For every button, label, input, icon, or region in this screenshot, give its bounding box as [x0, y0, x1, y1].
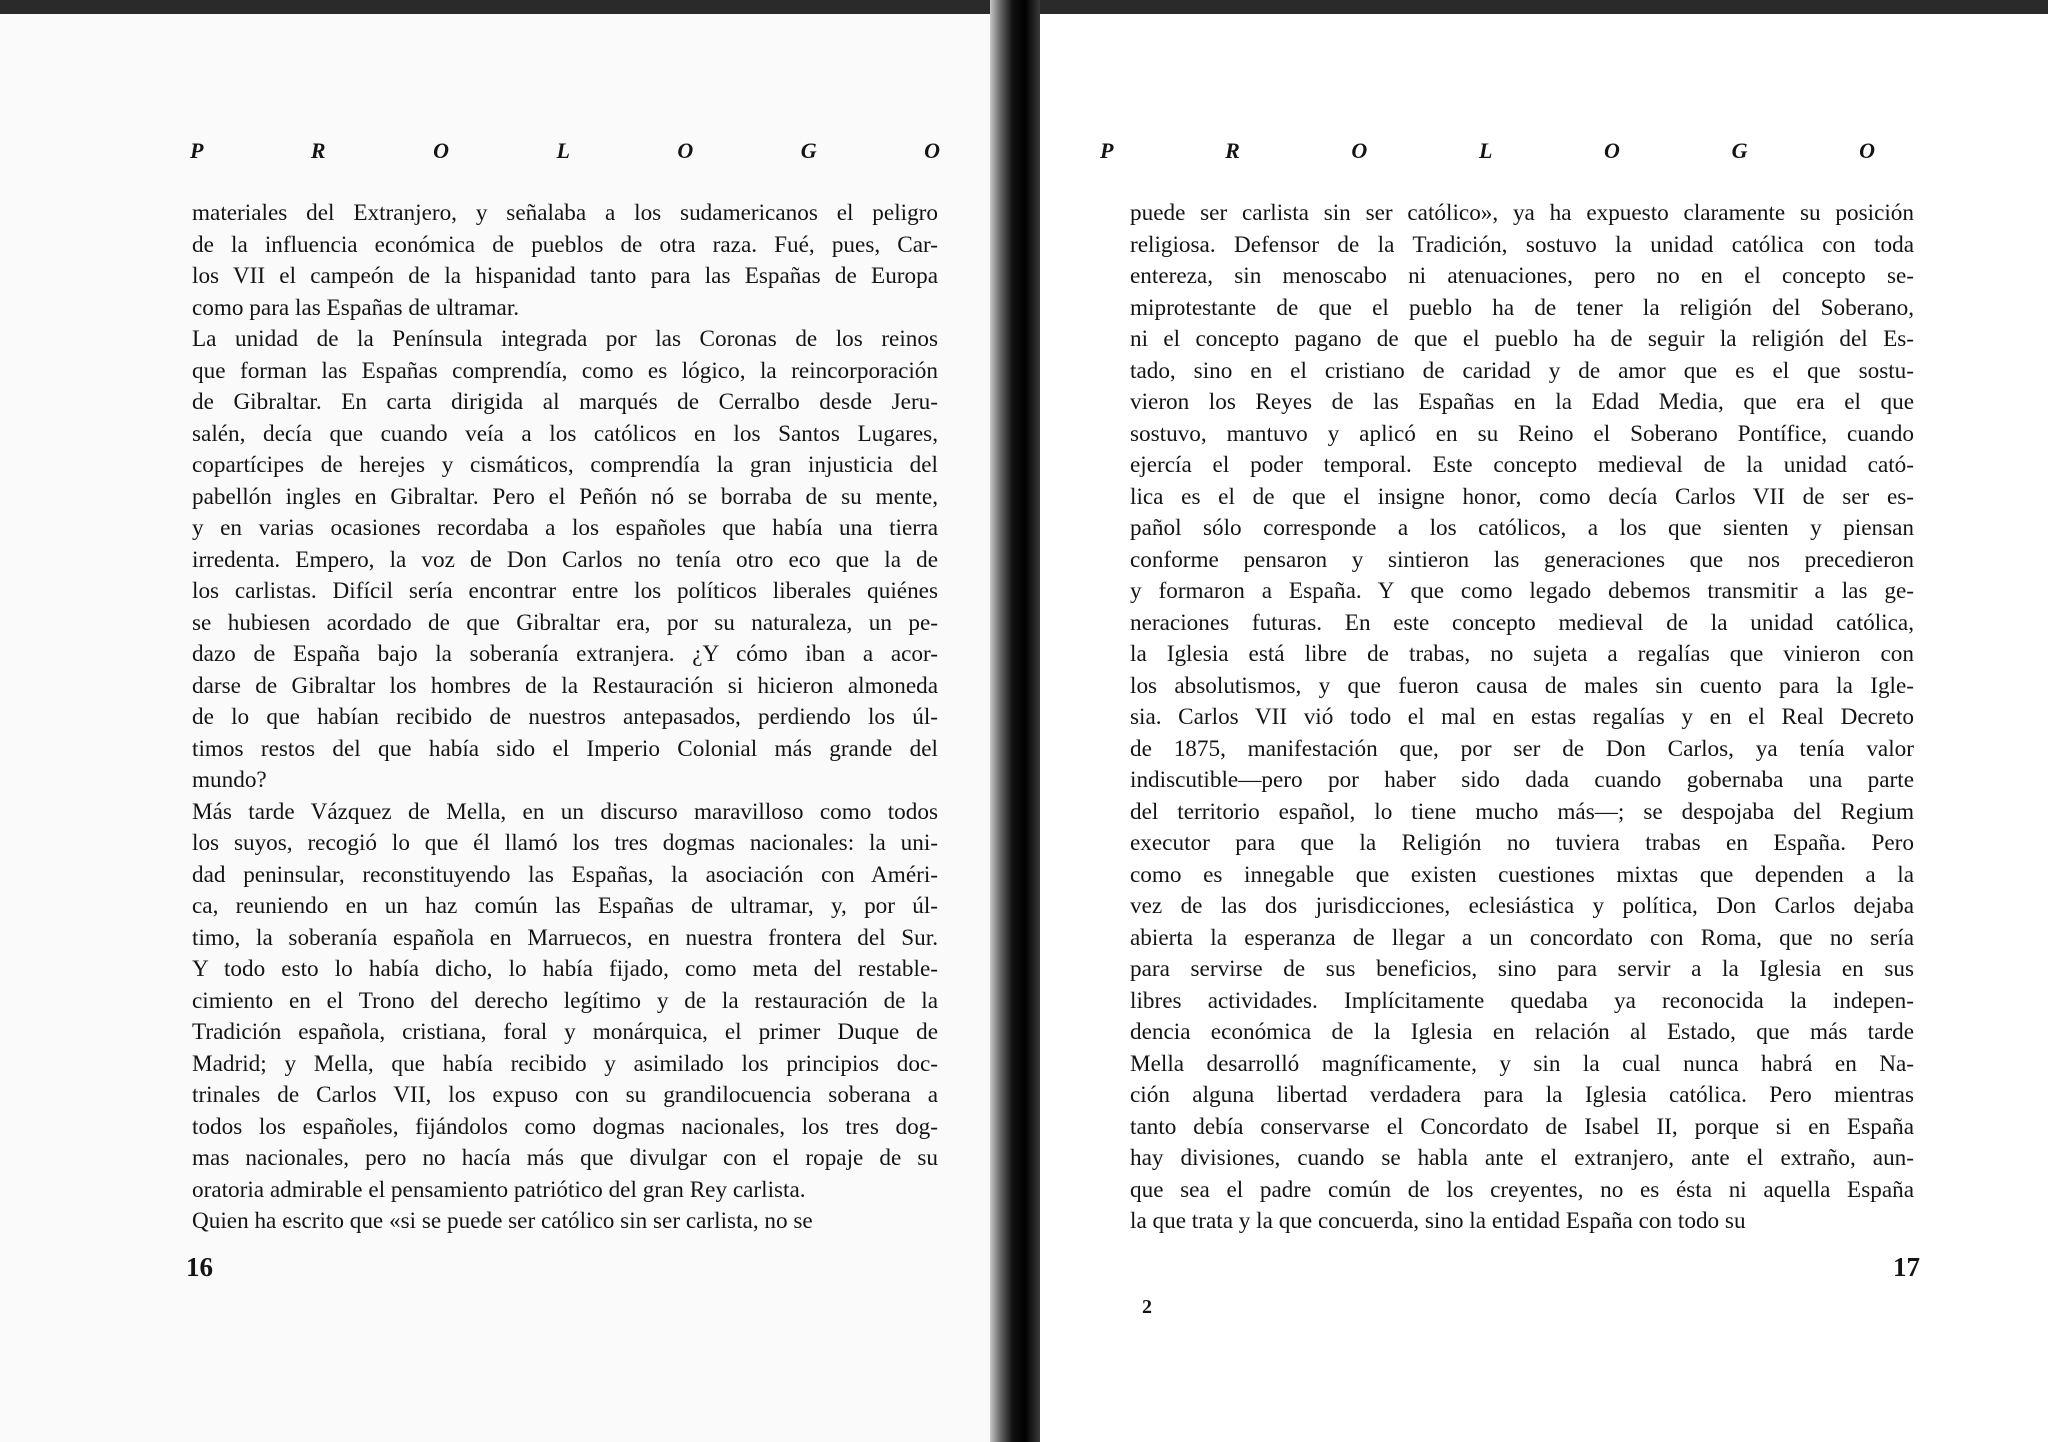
- text-line: timo, la soberanía española en Marruecos, en nuestra frontera del Sur.: [192, 924, 938, 951]
- text-line: sia. Carlos VII vió todo el mal en estas regalías y en el Real Decreto: [1130, 704, 1914, 730]
- text-line: la Iglesia está libre de trabas, no sujeta a regalías que vinieron con: [1130, 641, 1914, 667]
- running-header: [1100, 138, 1875, 164]
- text-line: copartícipes de herejes y cismáticos, comprendía la gran injusticia del: [192, 452, 938, 478]
- text-line: tado, sino en el cristiano de caridad y de amor que es el que sostu-: [1130, 357, 1914, 384]
- text-line: hay divisiones, cuando se habla ante el extranjero, ante el extraño, aun-: [1130, 1145, 1914, 1171]
- text-line: vez de las dos jurisdicciones, eclesiástica y política, Don Carlos dejaba: [1130, 893, 1914, 919]
- text-line: timos restos del que había sido el Imperio Colonial más grande del: [192, 735, 938, 762]
- text-line: ni el concepto pagano de que el pueblo ha de seguir la religión del Es-: [1130, 326, 1914, 352]
- text-line: ejercía el poder temporal. Este concepto medieval de la unidad cató-: [1130, 452, 1914, 478]
- text-line: salén, decía que cuando veía a los católicos en los Santos Lugares,: [192, 420, 938, 447]
- text-line: oratoria admirable el pensamiento patriótico del gran Rey carlista.: [192, 1176, 806, 1203]
- text-line: lica es el de que el insigne honor, como decía Carlos VII de ser es-: [1130, 483, 1914, 510]
- text-line: indiscutible—pero por haber sido dada cuando gobernaba una parte: [1130, 767, 1914, 793]
- header-letter: O: [677, 138, 694, 163]
- text-line: todos los españoles, fijándolos como dogmas nacionales, los tres dog-: [192, 1113, 938, 1140]
- text-line: ción alguna libertad verdadera para la Iglesia católica. Pero mientras: [1130, 1082, 1914, 1108]
- text-line: de la influencia económica de pueblos de otra raza. Fué, pues, Car-: [192, 231, 938, 258]
- signature-mark: 2: [1142, 1296, 1152, 1318]
- text-line: darse de Gibraltar los hombres de la Restauración si hicieron almoneda: [192, 672, 938, 699]
- header-letter: O: [1351, 138, 1368, 163]
- text-line: los absolutismos, y que fueron causa de males sin cuento para la Igle-: [1130, 672, 1914, 699]
- text-line: mundo?: [192, 767, 267, 793]
- text-line: La unidad de la Península integrada por las Coronas de los reinos: [192, 326, 938, 352]
- header-letter: R: [1225, 138, 1240, 163]
- text-line: pabellón ingles en Gibraltar. Pero el Peñón nó se borraba de su mente,: [192, 483, 938, 510]
- text-line: que forman las Españas comprendía, como es lógico, la reincorporación: [192, 357, 938, 384]
- text-line: miprotestante de que el pueblo ha de tener la religión del Soberano,: [1130, 294, 1914, 321]
- text-line: los carlistas. Difícil sería encontrar entre los políticos liberales quiénes: [192, 578, 938, 604]
- text-line: mas nacionales, pero no hacía más que divulgar con el ropaje de su: [192, 1145, 938, 1171]
- text-line: de lo que habían recibido de nuestros antepasados, perdiendo los úl-: [192, 704, 938, 730]
- text-line: executor para que la Religión no tuviera trabas en España. Pero: [1130, 830, 1914, 856]
- text-line: vieron los Reyes de las Españas en la Edad Media, que era el que: [1130, 389, 1914, 415]
- text-line: Mella desarrolló magníficamente, y sin la cual nunca habrá en Na-: [1130, 1050, 1914, 1077]
- header-letter: P: [1100, 138, 1114, 163]
- text-line: ca, reuniendo en un haz común las Españas de ultramar, y, por úl-: [192, 893, 938, 919]
- page-number: 17: [1893, 1252, 1920, 1282]
- header-letter: O: [924, 138, 940, 163]
- header-letter: O: [1604, 138, 1620, 163]
- text-line: Tradición española, cristiana, foral y monárquica, el primer Duque de: [192, 1019, 938, 1045]
- running-header: [190, 138, 940, 164]
- text-line: libres actividades. Implícitamente quedaba ya reconocida la indepen-: [1130, 987, 1914, 1014]
- text-line: del territorio español, lo tiene mucho más—; se despojaba del Regium: [1130, 798, 1914, 825]
- header-letter: G: [1731, 138, 1748, 163]
- text-line: se hubiesen acordado de que Gibraltar era, por su naturaleza, un pe-: [192, 609, 938, 636]
- text-line: conforme pensaron y sintieron las generaciones que nos precedieron: [1130, 546, 1914, 573]
- text-line: puede ser carlista sin ser católico», ya ha expuesto claramente su posición: [1130, 200, 1914, 226]
- text-line: Y todo esto lo había dicho, lo había fijado, como meta del restable-: [192, 956, 938, 982]
- text-line: la que trata y la que concuerda, sino la entidad España con todo su: [1130, 1208, 1746, 1234]
- text-line: de 1875, manifestación que, por ser de Don Carlos, ya tenía valor: [1130, 735, 1914, 762]
- text-line: los VII el campeón de la hispanidad tanto para las Españas de Europa: [192, 263, 938, 289]
- text-line: Madrid; y Mella, que había recibido y asimilado los principios doc-: [192, 1050, 938, 1077]
- header-letter: L: [1478, 138, 1493, 163]
- text-line: religiosa. Defensor de la Tradición, sostuvo la unidad católica con toda: [1130, 231, 1914, 258]
- text-line: dencia económica de la Iglesia en relación al Estado, que más tarde: [1130, 1019, 1914, 1045]
- text-line: Más tarde Vázquez de Mella, en un discurso maravilloso como todos: [192, 798, 938, 825]
- header-letter: G: [800, 138, 817, 163]
- text-line: cimiento en el Trono del derecho legítimo y de la restauración de la: [192, 987, 938, 1014]
- text-line: pañol sólo corresponde a los católicos, a los que sienten y piensan: [1130, 515, 1914, 541]
- page-number: 16: [186, 1252, 213, 1282]
- text-line: como para las Españas de ultramar.: [192, 294, 520, 321]
- text-line: dazo de España bajo la soberanía extranjera. ¿Y cómo iban a acor-: [192, 641, 938, 667]
- header-letter: P: [190, 138, 204, 163]
- text-line: como es innegable que existen cuestiones mixtas que dependen a la: [1130, 861, 1914, 888]
- text-line: y en varias ocasiones recordaba a los españoles que había una tierra: [192, 515, 938, 541]
- text-line: trinales de Carlos VII, los expuso con su grandilocuencia soberana a: [192, 1082, 938, 1108]
- text-line: de Gibraltar. En carta dirigida al marqués de Cerralbo desde Jeru-: [192, 389, 938, 415]
- text-line: dad peninsular, reconstituyendo las Españas, la asociación con Améri-: [192, 861, 938, 888]
- body-text: [1130, 198, 1914, 1238]
- text-line: tanto debía conservarse el Concordato de Isabel II, porque si en España: [1130, 1113, 1914, 1140]
- text-line: irredenta. Empero, la voz de Don Carlos no tenía otro eco que la de: [192, 546, 938, 573]
- text-line: sostuvo, mantuvo y aplicó en su Reino el Soberano Pontífice, cuando: [1130, 420, 1914, 447]
- text-line: Quien ha escrito que «si se puede ser católico sin ser carlista, no se: [192, 1208, 813, 1234]
- text-line: materiales del Extranjero, y señalaba a los sudamericanos el peligro: [192, 200, 938, 226]
- text-line: que sea el padre común de los creyentes, no es ésta ni aquella España: [1130, 1176, 1914, 1203]
- text-line: neraciones futuras. En este concepto medieval de la unidad católica,: [1130, 609, 1914, 636]
- header-letter: O: [433, 138, 449, 163]
- text-line: entereza, sin menoscabo ni atenuaciones, pero no en el concepto se-: [1130, 263, 1914, 289]
- header-letter: R: [310, 138, 326, 163]
- right-page: [1040, 0, 2048, 1442]
- text-line: los suyos, recogió lo que él llamó los tres dogmas nacionales: la uni-: [192, 830, 938, 856]
- body-text: [192, 198, 938, 1238]
- header-letter: O: [1859, 138, 1875, 163]
- left-page: [0, 0, 990, 1442]
- text-line: para servirse de sus beneficios, sino para servir a la Iglesia en sus: [1130, 956, 1914, 982]
- text-line: abierta la esperanza de llegar a un concordato con Roma, que no sería: [1130, 924, 1914, 951]
- book-gutter: [990, 0, 1040, 1442]
- text-line: y formaron a España. Y que como legado debemos transmitir a las ge-: [1130, 578, 1914, 604]
- header-letter: L: [556, 138, 570, 163]
